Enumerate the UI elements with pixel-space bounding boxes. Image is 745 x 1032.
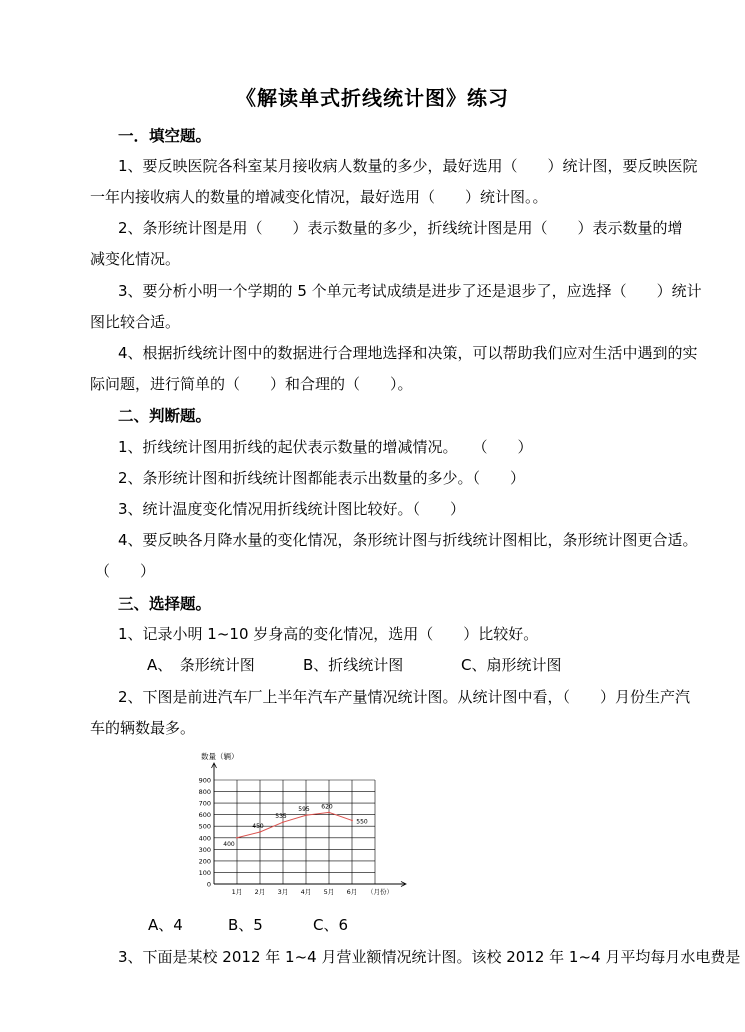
x-tick-label: 6月 — [346, 888, 358, 896]
data-label: 450 — [252, 823, 264, 830]
data-label: 620 — [321, 803, 333, 811]
question-2-4: 4、要反映各月降水量的变化情况，条形统计图与折线统计图相比，条形统计图更合适。 — [118, 531, 698, 549]
x-tick-label: 3月 — [277, 888, 289, 896]
question-3-2-option-c: C、6 — [313, 916, 349, 934]
y-tick-label: 300 — [198, 845, 211, 854]
question-1-2-cont: 减变化情况。 — [90, 250, 181, 268]
y-tick-label: 500 — [198, 822, 211, 831]
section-heading-choice: 三、选择题。 — [118, 595, 212, 613]
page-title: 《解读单式折线统计图》练习 — [236, 86, 509, 110]
y-axis-label: 数量（辆） — [201, 752, 239, 761]
question-3-2-cont: 车的辆数最多。 — [90, 719, 196, 737]
data-label: 535 — [275, 813, 287, 821]
question-1-1: 1、要反映医院各科室某月接收病人数量的多少，最好选用（ ）统计图，要反映医院 — [118, 157, 698, 175]
data-label: 400 — [223, 840, 235, 848]
y-tick-label: 0 — [206, 880, 211, 889]
y-tick-label: 900 — [198, 776, 211, 785]
data-label: 550 — [356, 818, 368, 826]
question-1-3: 3、要分析小明一个学期的 5 个单元考试成绩是进步了还是退步了，应选择（ ）统计 — [118, 282, 702, 300]
question-2-4-cont: （ ） — [95, 562, 156, 580]
data-label: 595 — [298, 806, 310, 814]
question-1-4: 4、根据折线统计图中的数据进行合理地选择和决策，可以帮助我们应对生活中遇到的实 — [118, 344, 698, 362]
question-1-2: 2、条形统计图是用（ ）表示数量的多少，折线统计图是用（ ）表示数量的增 — [118, 219, 683, 237]
x-tick-label: 5月 — [323, 888, 335, 896]
y-tick-label: 600 — [198, 811, 211, 820]
question-2-1: 1、折线统计图用折线的起伏表示数量的增减情况。 （ ） — [118, 438, 533, 456]
data-point — [305, 814, 307, 816]
x-tick-label: 4月 — [300, 888, 312, 896]
chart-grid — [214, 780, 375, 884]
y-tick-label: 100 — [198, 868, 211, 877]
question-1-1-cont: 一年内接收病人的数量的增减变化情况，最好选用（ ）统计图。。 — [90, 188, 548, 206]
y-tick-label: 700 — [198, 799, 211, 808]
question-1-4-cont: 际问题，进行简单的（ ）和合理的（ ）。 — [90, 375, 413, 393]
question-3-2-option-b: B、5 — [228, 916, 263, 934]
question-1-3-cont: 图比较合适。 — [90, 313, 181, 331]
question-3-3: 3、下面是某校 2012 年 1~4 月营业额情况统计图。该校 2012 年 1~4 月平均每月水电费是 — [118, 948, 741, 966]
y-tick-label: 400 — [198, 834, 211, 843]
question-3-2-option-a: A、4 — [148, 916, 183, 934]
data-point — [328, 811, 330, 813]
data-point — [259, 831, 261, 833]
section-heading-judge: 二、判断题。 — [118, 407, 212, 425]
question-3-1: 1、记录小明 1~10 岁身高的变化情况，选用（ ）比较好。 — [118, 625, 539, 643]
production-line-chart — [195, 748, 415, 900]
y-tick-label: 800 — [198, 788, 211, 797]
question-2-2: 2、条形统计图和折线统计图都能表示出数量的多少。（ ） — [118, 469, 526, 487]
question-3-1-option-b: B、折线统计图 — [303, 656, 404, 674]
data-point — [351, 820, 353, 822]
question-3-2: 2、下图是前进汽车厂上半年汽车产量情况统计图。从统计图中看，（ ）月份生产汽 — [118, 688, 691, 706]
x-axis-label: （月份） — [367, 888, 393, 896]
question-2-3: 3、统计温度变化情况用折线统计图比较好。（ ） — [118, 500, 466, 518]
chart-axes — [212, 763, 407, 887]
data-point — [282, 821, 284, 823]
data-point — [236, 837, 238, 839]
question-3-1-option-a: A、 条形统计图 — [147, 656, 255, 674]
x-tick-label: 2月 — [254, 888, 266, 896]
section-heading-fill-blank: 一．填空题。 — [118, 127, 212, 145]
x-tick-label: 1月 — [231, 888, 243, 896]
y-tick-label: 200 — [198, 857, 211, 866]
question-3-1-option-c: C、扇形统计图 — [461, 656, 562, 674]
